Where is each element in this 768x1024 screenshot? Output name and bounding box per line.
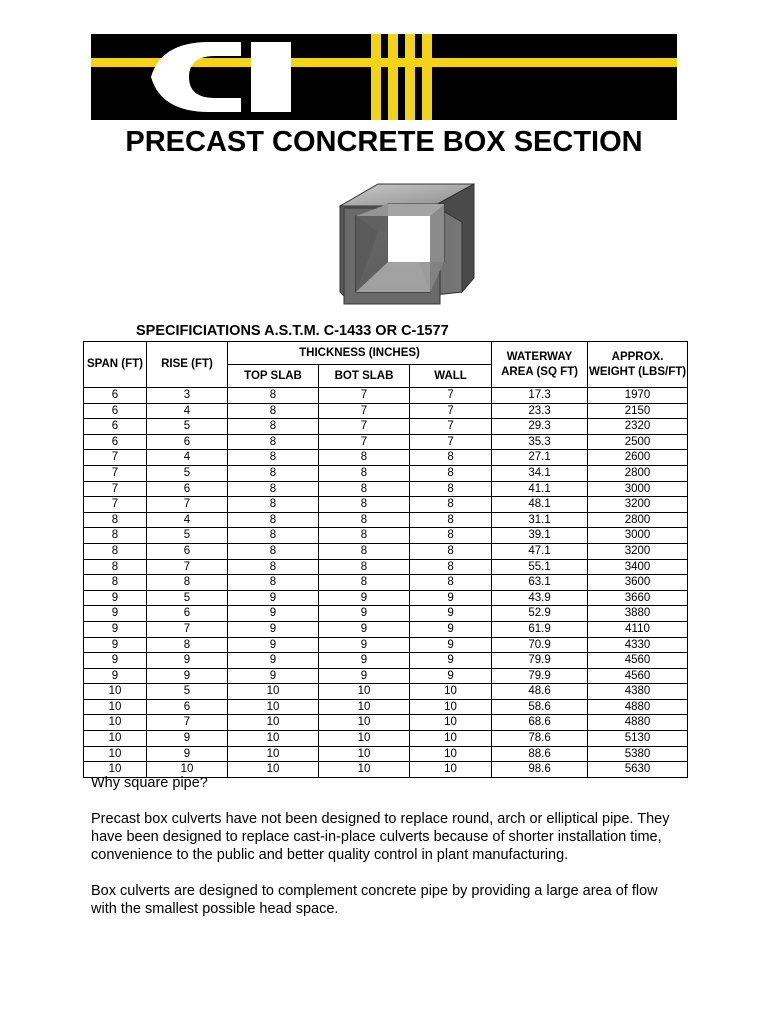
- cell-rise: 9: [147, 668, 228, 684]
- cell-rise: 5: [147, 528, 228, 544]
- cell-span: 8: [84, 543, 147, 559]
- header-top-slab: TOP SLAB: [228, 365, 319, 388]
- cell-bot-slab: 9: [319, 606, 410, 622]
- cell-span: 10: [84, 746, 147, 762]
- cell-wall: 7: [410, 388, 492, 404]
- cell-top-slab: 8: [228, 388, 319, 404]
- cell-span: 8: [84, 528, 147, 544]
- header-rise: RISE (FT): [147, 342, 228, 388]
- cell-rise: 5: [147, 465, 228, 481]
- cell-waterway-area: 78.6: [492, 731, 588, 747]
- cell-approx-weight: 4880: [588, 715, 688, 731]
- table-row: [84, 403, 688, 419]
- table-row: [84, 699, 688, 715]
- cell-rise: 4: [147, 450, 228, 466]
- cell-approx-weight: 3400: [588, 559, 688, 575]
- cell-waterway-area: 68.6: [492, 715, 588, 731]
- cell-bot-slab: 9: [319, 590, 410, 606]
- cell-approx-weight: 2600: [588, 450, 688, 466]
- cell-wall: 7: [410, 434, 492, 450]
- cell-span: 10: [84, 731, 147, 747]
- specifications-table: [83, 341, 688, 778]
- cell-bot-slab: 8: [319, 465, 410, 481]
- cell-approx-weight: 3200: [588, 543, 688, 559]
- cell-wall: 9: [410, 590, 492, 606]
- header-waterway-area: WATERWAY AREA (SQ FT): [492, 342, 588, 388]
- table-row: [84, 497, 688, 513]
- cell-span: 10: [84, 684, 147, 700]
- cell-span: 7: [84, 450, 147, 466]
- cell-bot-slab: 10: [319, 746, 410, 762]
- cell-approx-weight: 2320: [588, 419, 688, 435]
- cell-waterway-area: 52.9: [492, 606, 588, 622]
- cell-wall: 8: [410, 450, 492, 466]
- cell-approx-weight: 4110: [588, 621, 688, 637]
- cell-rise: 6: [147, 481, 228, 497]
- box-culvert-illustration: [338, 182, 478, 310]
- cell-bot-slab: 10: [319, 715, 410, 731]
- cell-top-slab: 8: [228, 465, 319, 481]
- cell-wall: 8: [410, 465, 492, 481]
- cell-top-slab: 10: [228, 762, 319, 778]
- cell-rise: 6: [147, 543, 228, 559]
- cell-waterway-area: 31.1: [492, 512, 588, 528]
- table-row: [84, 481, 688, 497]
- cell-wall: 8: [410, 497, 492, 513]
- cell-bot-slab: 8: [319, 543, 410, 559]
- cell-waterway-area: 41.1: [492, 481, 588, 497]
- cell-approx-weight: 3000: [588, 528, 688, 544]
- table-row: [84, 465, 688, 481]
- cell-rise: 3: [147, 388, 228, 404]
- cell-approx-weight: 3660: [588, 590, 688, 606]
- cell-top-slab: 10: [228, 684, 319, 700]
- cell-rise: 9: [147, 746, 228, 762]
- cell-approx-weight: 5380: [588, 746, 688, 762]
- table-row: [84, 637, 688, 653]
- cell-rise: 5: [147, 684, 228, 700]
- cell-span: 7: [84, 465, 147, 481]
- header-thickness: THICKNESS (INCHES): [228, 342, 492, 365]
- cell-wall: 8: [410, 559, 492, 575]
- cell-waterway-area: 63.1: [492, 575, 588, 591]
- specifications-table-body: [84, 388, 688, 778]
- cell-top-slab: 9: [228, 637, 319, 653]
- cell-top-slab: 9: [228, 606, 319, 622]
- cell-span: 10: [84, 762, 147, 778]
- cell-wall: 10: [410, 715, 492, 731]
- table-row: [84, 543, 688, 559]
- cell-waterway-area: 79.9: [492, 668, 588, 684]
- cell-bot-slab: 9: [319, 637, 410, 653]
- cell-top-slab: 9: [228, 590, 319, 606]
- cell-approx-weight: 4380: [588, 684, 688, 700]
- cell-bot-slab: 8: [319, 481, 410, 497]
- cell-span: 6: [84, 388, 147, 404]
- cell-top-slab: 8: [228, 528, 319, 544]
- cell-bot-slab: 7: [319, 388, 410, 404]
- cell-rise: 6: [147, 699, 228, 715]
- cell-rise: 5: [147, 419, 228, 435]
- cell-rise: 4: [147, 512, 228, 528]
- cell-approx-weight: 4330: [588, 637, 688, 653]
- cell-span: 6: [84, 403, 147, 419]
- table-row: [84, 450, 688, 466]
- cell-bot-slab: 8: [319, 450, 410, 466]
- question-text: Why square pipe?: [91, 775, 208, 791]
- cell-bot-slab: 10: [319, 699, 410, 715]
- cell-span: 10: [84, 715, 147, 731]
- table-row: [84, 731, 688, 747]
- cell-span: 9: [84, 606, 147, 622]
- cell-approx-weight: 3200: [588, 497, 688, 513]
- table-row: [84, 715, 688, 731]
- cell-wall: 8: [410, 481, 492, 497]
- cell-top-slab: 8: [228, 434, 319, 450]
- page-title: PRECAST CONCRETE BOX SECTION: [125, 126, 643, 158]
- cell-span: 9: [84, 653, 147, 669]
- cell-wall: 7: [410, 403, 492, 419]
- cell-waterway-area: 34.1: [492, 465, 588, 481]
- cell-rise: 8: [147, 575, 228, 591]
- table-row: [84, 653, 688, 669]
- cell-rise: 6: [147, 434, 228, 450]
- table-row: [84, 388, 688, 404]
- cell-approx-weight: 2800: [588, 512, 688, 528]
- cell-wall: 9: [410, 606, 492, 622]
- cell-wall: 9: [410, 621, 492, 637]
- cell-span: 6: [84, 434, 147, 450]
- cell-top-slab: 10: [228, 746, 319, 762]
- cell-bot-slab: 10: [319, 762, 410, 778]
- cell-top-slab: 8: [228, 403, 319, 419]
- table-row: [84, 434, 688, 450]
- cell-top-slab: 10: [228, 699, 319, 715]
- header-wall: WALL: [410, 365, 492, 388]
- table-row: [84, 559, 688, 575]
- paragraph-2: Box culverts are designed to complement concrete pipe by providing a large area of flow with the smallest possible head space.: [91, 883, 658, 917]
- cell-span: 9: [84, 590, 147, 606]
- table-row: [84, 746, 688, 762]
- cell-rise: 6: [147, 606, 228, 622]
- cell-top-slab: 8: [228, 575, 319, 591]
- cell-top-slab: 10: [228, 731, 319, 747]
- table-row: [84, 528, 688, 544]
- cell-top-slab: 8: [228, 497, 319, 513]
- cell-waterway-area: 98.6: [492, 762, 588, 778]
- cell-wall: 8: [410, 543, 492, 559]
- cell-waterway-area: 43.9: [492, 590, 588, 606]
- cell-rise: 7: [147, 715, 228, 731]
- cell-waterway-area: 29.3: [492, 419, 588, 435]
- cell-rise: 7: [147, 621, 228, 637]
- cell-bot-slab: 7: [319, 403, 410, 419]
- cell-top-slab: 8: [228, 419, 319, 435]
- cell-wall: 9: [410, 653, 492, 669]
- cell-waterway-area: 47.1: [492, 543, 588, 559]
- cell-waterway-area: 58.6: [492, 699, 588, 715]
- specifications-heading: SPECIFICIATIONS A.S.T.M. C-1433 OR C-1577: [136, 323, 449, 339]
- cell-approx-weight: 4560: [588, 653, 688, 669]
- cell-rise: 9: [147, 653, 228, 669]
- cell-approx-weight: 4560: [588, 668, 688, 684]
- cell-span: 8: [84, 559, 147, 575]
- table-row: [84, 606, 688, 622]
- cell-waterway-area: 48.1: [492, 497, 588, 513]
- cell-span: 6: [84, 419, 147, 435]
- cell-span: 9: [84, 668, 147, 684]
- cell-rise: 4: [147, 403, 228, 419]
- cell-rise: 8: [147, 637, 228, 653]
- cell-top-slab: 8: [228, 450, 319, 466]
- cell-span: 7: [84, 481, 147, 497]
- cell-bot-slab: 9: [319, 621, 410, 637]
- header-bot-slab: BOT SLAB: [319, 365, 410, 388]
- header-approx-weight: APPROX. WEIGHT (LBS/FT): [588, 342, 688, 388]
- cell-wall: 9: [410, 668, 492, 684]
- cell-wall: 7: [410, 419, 492, 435]
- cell-top-slab: 8: [228, 559, 319, 575]
- cell-wall: 8: [410, 575, 492, 591]
- cell-waterway-area: 27.1: [492, 450, 588, 466]
- cell-approx-weight: 2150: [588, 403, 688, 419]
- paragraph-1: Precast box culverts have not been designed to replace round, arch or elliptical pipe. They have been designed to replace cast-in-place culverts because of shorter installation time, convenience to the public and better quality control in plant manufacturing.: [91, 811, 670, 863]
- cell-bot-slab: 8: [319, 559, 410, 575]
- table-row: [84, 621, 688, 637]
- cell-wall: 8: [410, 512, 492, 528]
- cell-wall: 10: [410, 699, 492, 715]
- table-row: [84, 590, 688, 606]
- cell-bot-slab: 9: [319, 653, 410, 669]
- cell-wall: 10: [410, 731, 492, 747]
- cell-waterway-area: 17.3: [492, 388, 588, 404]
- cell-span: 10: [84, 699, 147, 715]
- cell-approx-weight: 2500: [588, 434, 688, 450]
- cell-span: 8: [84, 575, 147, 591]
- cell-bot-slab: 7: [319, 434, 410, 450]
- cell-span: 8: [84, 512, 147, 528]
- cell-waterway-area: 23.3: [492, 403, 588, 419]
- cell-bot-slab: 8: [319, 575, 410, 591]
- cell-top-slab: 8: [228, 512, 319, 528]
- cell-bot-slab: 10: [319, 684, 410, 700]
- table-row: [84, 575, 688, 591]
- cell-waterway-area: 61.9: [492, 621, 588, 637]
- cell-waterway-area: 48.6: [492, 684, 588, 700]
- cell-approx-weight: 3000: [588, 481, 688, 497]
- cell-approx-weight: 3600: [588, 575, 688, 591]
- table-row: [84, 419, 688, 435]
- cell-top-slab: 9: [228, 668, 319, 684]
- table-header-row: [84, 342, 688, 365]
- cell-wall: 8: [410, 528, 492, 544]
- cell-top-slab: 9: [228, 621, 319, 637]
- cell-span: 9: [84, 637, 147, 653]
- cell-bot-slab: 8: [319, 497, 410, 513]
- table-row: [84, 684, 688, 700]
- cell-approx-weight: 4880: [588, 699, 688, 715]
- cell-rise: 10: [147, 762, 228, 778]
- cell-approx-weight: 1970: [588, 388, 688, 404]
- cell-waterway-area: 35.3: [492, 434, 588, 450]
- cell-waterway-area: 88.6: [492, 746, 588, 762]
- company-logo: [91, 34, 677, 120]
- cell-top-slab: 9: [228, 653, 319, 669]
- cell-bot-slab: 10: [319, 731, 410, 747]
- cell-approx-weight: 2800: [588, 465, 688, 481]
- cell-approx-weight: 3880: [588, 606, 688, 622]
- cell-span: 9: [84, 621, 147, 637]
- cell-wall: 10: [410, 684, 492, 700]
- cell-bot-slab: 9: [319, 668, 410, 684]
- table-row: [84, 512, 688, 528]
- cell-waterway-area: 70.9: [492, 637, 588, 653]
- cell-bot-slab: 7: [319, 419, 410, 435]
- cell-waterway-area: 55.1: [492, 559, 588, 575]
- cell-wall: 10: [410, 746, 492, 762]
- cell-span: 7: [84, 497, 147, 513]
- cell-top-slab: 8: [228, 543, 319, 559]
- cell-approx-weight: 5130: [588, 731, 688, 747]
- header-span: SPAN (FT): [84, 342, 147, 388]
- cell-top-slab: 8: [228, 481, 319, 497]
- table-row: [84, 668, 688, 684]
- cell-wall: 10: [410, 762, 492, 778]
- body-text: [91, 774, 681, 936]
- cell-rise: 7: [147, 559, 228, 575]
- cell-waterway-area: 79.9: [492, 653, 588, 669]
- cell-bot-slab: 8: [319, 528, 410, 544]
- cell-approx-weight: 5630: [588, 762, 688, 778]
- cell-rise: 7: [147, 497, 228, 513]
- cell-top-slab: 10: [228, 715, 319, 731]
- cell-rise: 9: [147, 731, 228, 747]
- cell-waterway-area: 39.1: [492, 528, 588, 544]
- cell-bot-slab: 8: [319, 512, 410, 528]
- cell-wall: 9: [410, 637, 492, 653]
- cell-rise: 5: [147, 590, 228, 606]
